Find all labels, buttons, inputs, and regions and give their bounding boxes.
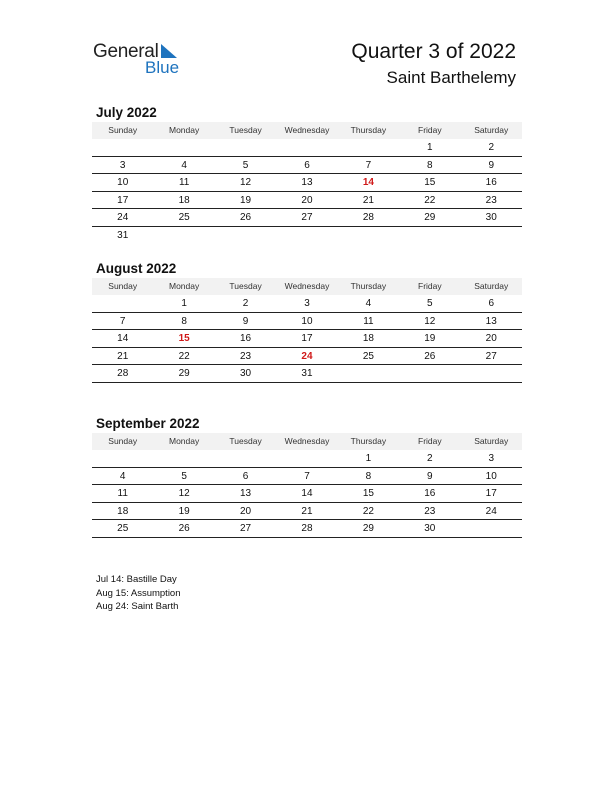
day-cell: 17 <box>301 333 313 344</box>
day-cell: 12 <box>178 488 190 499</box>
weekday-label: Sunday <box>108 436 138 446</box>
day-cell <box>338 227 399 245</box>
day-cell: 2 <box>242 298 249 309</box>
day-cell <box>399 365 460 382</box>
holiday-note: Aug 15: Assumption <box>96 587 181 599</box>
week-row <box>92 365 522 383</box>
day-cell: 20 <box>239 505 252 517</box>
week-row <box>92 209 522 227</box>
day-cell <box>215 227 276 245</box>
holiday-notes <box>96 573 181 614</box>
day-cell: 25 <box>178 212 190 223</box>
day-cell: 4 <box>365 298 372 309</box>
day-cell: 5 <box>427 298 433 309</box>
day-cell: 29 <box>362 523 374 534</box>
weekday-label: Friday <box>418 125 442 135</box>
day-cell: 17 <box>117 194 129 206</box>
weekday-label: Monday <box>169 436 200 446</box>
weekday-label: Friday <box>418 281 442 291</box>
day-cell: 23 <box>424 505 436 517</box>
day-cell: 19 <box>239 194 252 206</box>
day-cell <box>461 365 522 382</box>
day-cell <box>215 450 276 467</box>
day-cell: 28 <box>117 368 129 379</box>
day-cell: 9 <box>242 315 249 327</box>
day-cell: 14 <box>301 488 313 499</box>
day-cell: 26 <box>178 523 190 534</box>
week-row <box>92 330 522 348</box>
day-cell: 1 <box>365 453 372 464</box>
weekday-label: Thursday <box>350 436 387 446</box>
holiday-day-cell: 14 <box>362 177 374 188</box>
day-cell: 26 <box>239 212 252 223</box>
day-cell: 2 <box>427 453 433 464</box>
day-cell <box>461 227 522 245</box>
day-cell <box>399 227 460 245</box>
day-cell: 18 <box>117 505 129 517</box>
weekday-header <box>92 278 522 295</box>
day-cell: 21 <box>301 505 313 517</box>
day-cell: 28 <box>362 212 374 223</box>
week-row <box>92 227 522 245</box>
weekday-label: Saturday <box>474 125 509 135</box>
week-row <box>92 485 522 503</box>
weekday-label: Sunday <box>108 281 138 291</box>
day-cell: 7 <box>119 315 126 327</box>
month-title: September 2022 <box>96 416 200 431</box>
day-cell: 11 <box>178 177 190 188</box>
day-cell: 27 <box>301 212 313 223</box>
month-title: July 2022 <box>96 105 157 120</box>
day-cell: 19 <box>178 505 190 517</box>
day-cell <box>153 450 214 467</box>
day-cell <box>338 139 399 156</box>
day-cell: 29 <box>178 368 190 379</box>
day-cell: 13 <box>301 177 313 188</box>
logo-text-blue: Blue <box>145 58 180 77</box>
day-cell: 11 <box>117 488 128 499</box>
day-cell: 18 <box>362 333 374 344</box>
day-cell: 13 <box>485 315 497 327</box>
day-cell <box>276 139 337 156</box>
weekday-label: Sunday <box>108 125 138 135</box>
holiday-note: Jul 14: Bastille Day <box>96 574 177 585</box>
day-cell: 22 <box>178 350 190 362</box>
day-cell: 5 <box>181 470 187 482</box>
day-cell: 12 <box>239 177 252 188</box>
day-cell <box>153 139 214 156</box>
day-cell: 16 <box>485 177 497 188</box>
day-cell <box>338 365 399 382</box>
week-row <box>92 450 522 468</box>
weekday-header <box>92 433 522 450</box>
day-cell: 27 <box>239 523 252 534</box>
weekday-label: Thursday <box>350 281 387 291</box>
day-cell: 24 <box>485 505 497 517</box>
day-cell: 14 <box>117 333 129 344</box>
weekday-label: Saturday <box>474 436 509 446</box>
day-cell: 1 <box>181 298 187 309</box>
week-row <box>92 348 522 366</box>
brand-logo <box>93 41 193 81</box>
day-cell: 10 <box>117 177 129 188</box>
day-cell: 20 <box>485 333 497 344</box>
day-cell: 5 <box>242 159 249 171</box>
week-row <box>92 468 522 486</box>
day-cell <box>215 139 276 156</box>
day-cell: 3 <box>119 159 126 171</box>
day-cell: 24 <box>117 212 129 223</box>
day-cell: 21 <box>117 350 129 362</box>
week-row <box>92 503 522 521</box>
day-cell: 11 <box>363 315 374 327</box>
weekday-label: Monday <box>169 125 200 135</box>
day-cell: 8 <box>181 315 187 327</box>
day-cell: 10 <box>485 470 497 482</box>
week-rows <box>92 295 522 383</box>
day-cell: 15 <box>424 177 436 188</box>
weekday-label: Wednesday <box>284 125 330 135</box>
day-cell <box>153 227 214 245</box>
day-cell <box>92 450 153 467</box>
day-cell: 15 <box>362 488 374 499</box>
day-cell: 26 <box>424 350 436 362</box>
week-row <box>92 192 522 210</box>
day-cell: 6 <box>488 298 495 309</box>
day-cell: 25 <box>362 350 374 362</box>
day-cell: 22 <box>362 505 374 517</box>
day-cell: 4 <box>181 159 187 171</box>
page-subtitle: Saint Barthelemy <box>386 68 516 87</box>
day-cell <box>461 520 522 537</box>
day-cell <box>276 227 337 245</box>
day-cell: 30 <box>239 368 252 379</box>
weekday-label: Saturday <box>474 281 509 291</box>
logo-text-general: General <box>93 41 159 62</box>
week-row <box>92 157 522 175</box>
day-cell: 13 <box>239 488 252 499</box>
holiday-note: Aug 24: Saint Barth <box>96 601 179 612</box>
day-cell: 1 <box>427 142 433 153</box>
day-cell: 28 <box>301 523 313 534</box>
day-cell <box>92 139 153 156</box>
week-row <box>92 520 522 538</box>
day-cell: 22 <box>424 194 436 206</box>
week-row <box>92 174 522 192</box>
day-cell: 19 <box>424 333 436 344</box>
day-cell: 8 <box>365 470 372 482</box>
day-cell: 23 <box>239 350 252 362</box>
day-cell: 16 <box>239 333 252 344</box>
week-rows <box>92 139 522 244</box>
day-cell: 12 <box>424 315 436 327</box>
weekday-label: Wednesday <box>284 281 330 291</box>
weekday-label: Friday <box>418 436 442 446</box>
week-rows <box>92 450 522 538</box>
day-cell: 8 <box>427 159 433 171</box>
month-calendar-july <box>92 103 522 244</box>
month-calendar-august <box>92 259 522 383</box>
weekday-label: Tuesday <box>229 125 262 135</box>
day-cell <box>92 295 153 312</box>
day-cell: 20 <box>301 194 313 206</box>
holiday-day-cell: 24 <box>301 350 313 362</box>
day-cell: 29 <box>424 212 436 223</box>
day-cell: 23 <box>485 194 497 206</box>
day-cell: 27 <box>485 350 497 362</box>
day-cell: 18 <box>178 194 190 206</box>
day-cell: 3 <box>488 453 495 464</box>
day-cell: 3 <box>304 298 310 309</box>
weekday-label: Tuesday <box>229 436 262 446</box>
day-cell: 25 <box>117 523 129 534</box>
weekday-label: Thursday <box>350 125 387 135</box>
day-cell: 17 <box>485 488 497 499</box>
day-cell: 9 <box>427 470 433 482</box>
logo-triangle-icon <box>161 44 177 58</box>
month-title: August 2022 <box>96 261 177 276</box>
day-cell: 4 <box>119 470 126 482</box>
page-title: Quarter 3 of 2022 <box>351 40 516 63</box>
weekday-header <box>92 122 522 139</box>
day-cell: 9 <box>488 159 495 171</box>
day-cell: 21 <box>362 194 374 206</box>
day-cell: 31 <box>301 368 313 379</box>
weekday-label: Tuesday <box>229 281 262 291</box>
day-cell <box>276 450 337 467</box>
week-row <box>92 139 522 157</box>
day-cell: 6 <box>242 470 249 482</box>
day-cell: 2 <box>488 142 495 153</box>
day-cell: 31 <box>117 229 129 241</box>
weekday-label: Wednesday <box>284 436 330 446</box>
day-cell: 30 <box>485 212 497 223</box>
month-calendar-september <box>92 414 522 538</box>
weekday-label: Monday <box>169 281 200 291</box>
day-cell: 16 <box>424 488 436 499</box>
day-cell: 7 <box>304 470 310 482</box>
day-cell: 30 <box>424 523 436 534</box>
day-cell: 7 <box>365 159 372 171</box>
day-cell: 6 <box>304 159 310 171</box>
week-row <box>92 295 522 313</box>
day-cell: 10 <box>301 315 313 327</box>
week-row <box>92 313 522 331</box>
holiday-day-cell: 15 <box>178 333 190 344</box>
